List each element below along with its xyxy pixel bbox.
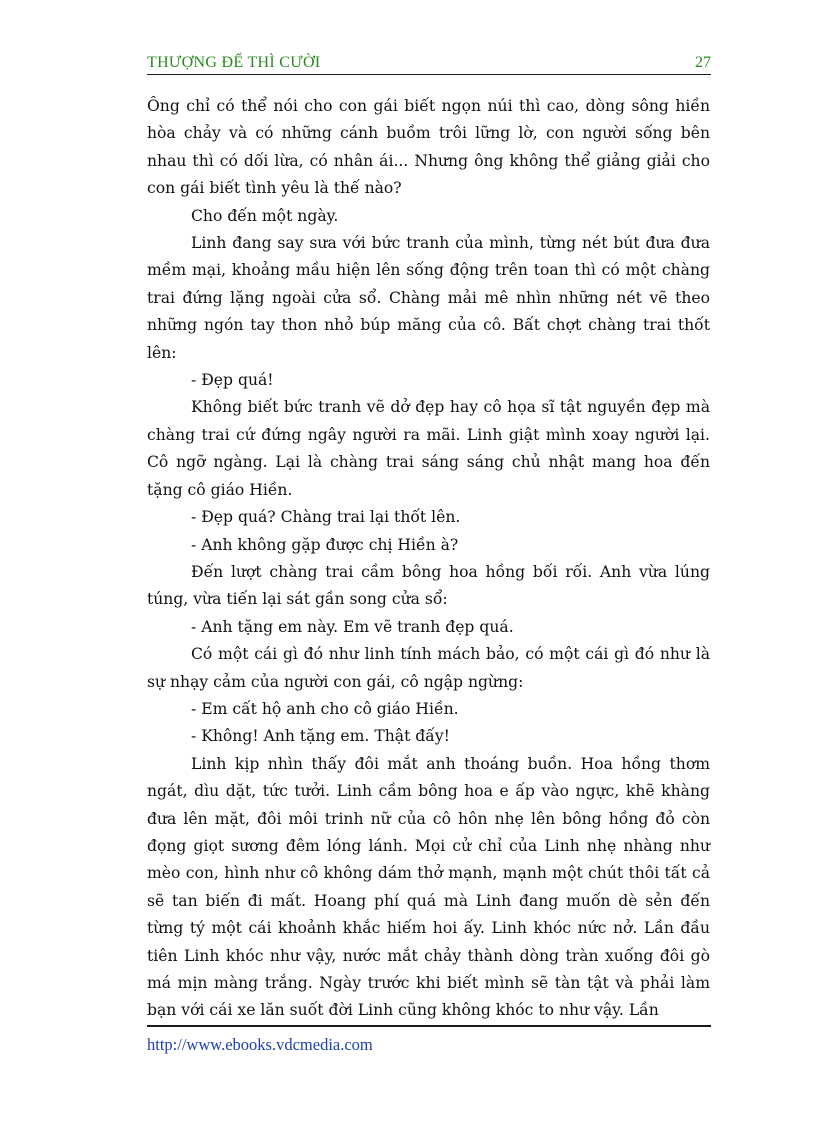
page-footer (147, 1025, 711, 1054)
paragraph: - Đẹp quá! (191, 371, 274, 390)
paragraph: Có một cái gì đó như linh tính mách bảo, có một cái gì đó như là sự nhạy cảm của người con gái, cô ngập ngừng: (147, 645, 710, 691)
paragraph: Linh đang say sưa với bức tranh của mình, từng nét bút đưa đưa mềm mại, khoảng mầu hiện lên sống động trên toan thì có một chàng trai đứng lặng ngoài cửa sổ. Chàng mải mê nhìn những nét vẽ theo những ngón tay thon nhỏ búp măng của cô. Bất chợt chàng trai thốt lên: (147, 234, 710, 362)
paragraph: Linh kịp nhìn thấy đôi mắt anh thoáng buồn. Hoa hồng thơm ngát, dìu dặt, tức tưởi. Linh cầm bông hoa e ấp vào ngực, khẽ khàng đưa lên mặt, đôi môi trinh nữ của cô hôn nhẹ lên bông hồng đỏ còn đọng giọt sương đêm lóng lánh. Mọi cử chỉ của Linh nhẹ nhàng như mèo con, hình như cô không dám thở mạnh, mạnh một chút thôi tất cả sẽ tan biến đi mất. Hoang phí quá mà Linh đang muốn dè sẻn đến từng tý một cái khoảnh khắc hiếm hoi ấy. Linh khóc nức nở. Lần đầu tiên Linh khóc như vậy, nước mắt chảy thành dòng tràn xuống đôi gò má mịn màng trắng. Ngày trước khi biết mình sẽ tàn tật và phải làm bạn với cái xe lăn suốt đời Linh cũng không khóc to như vậy. Lần (147, 754, 710, 1020)
page-header (147, 52, 711, 75)
paragraph: - Anh không gặp được chị Hiền à? (191, 535, 459, 554)
paragraph: Không biết bức tranh vẽ dở đẹp hay cô họa sĩ tật nguyền đẹp mà chàng trai cứ đứng ngây người ra mãi. Linh giật mình xoay người lại. Cô ngỡ ngàng. Lại là chàng trai sáng sáng chủ nhật mang hoa đến tặng cô giáo Hiền. (147, 398, 710, 499)
footer-link[interactable]: http://www.ebooks.vdcmedia.com (147, 1035, 373, 1054)
page-number: 27 (695, 54, 711, 71)
paragraph: - Em cất hộ anh cho cô giáo Hiền. (191, 699, 459, 718)
book-title: THƯỢNG ĐẾ THÌ CƯỜI (147, 54, 321, 71)
body-text (147, 93, 710, 1025)
paragraph: Cho đến một ngày. (191, 206, 339, 225)
paragraph: - Anh tặng em này. Em vẽ tranh đẹp quá. (191, 617, 514, 636)
paragraph: - Đẹp quá? Chàng trai lại thốt lên. (191, 508, 461, 527)
paragraph: Đến lượt chàng trai cầm bông hoa hồng bối rối. Anh vừa lúng túng, vừa tiến lại sát gần song cửa sổ: (147, 562, 710, 609)
paragraph: Ông chỉ có thể nói cho con gái biết ngọn núi thì cao, dòng sông hiền hòa chảy và có những cánh buồm trôi lững lờ, con người sống bên nhau thì có dối lừa, có nhân ái... Nhưng ông không thể giảng giải cho con gái biết tình yêu là thế nào? (147, 97, 710, 198)
paragraph: - Không! Anh tặng em. Thật đấy! (191, 727, 450, 746)
